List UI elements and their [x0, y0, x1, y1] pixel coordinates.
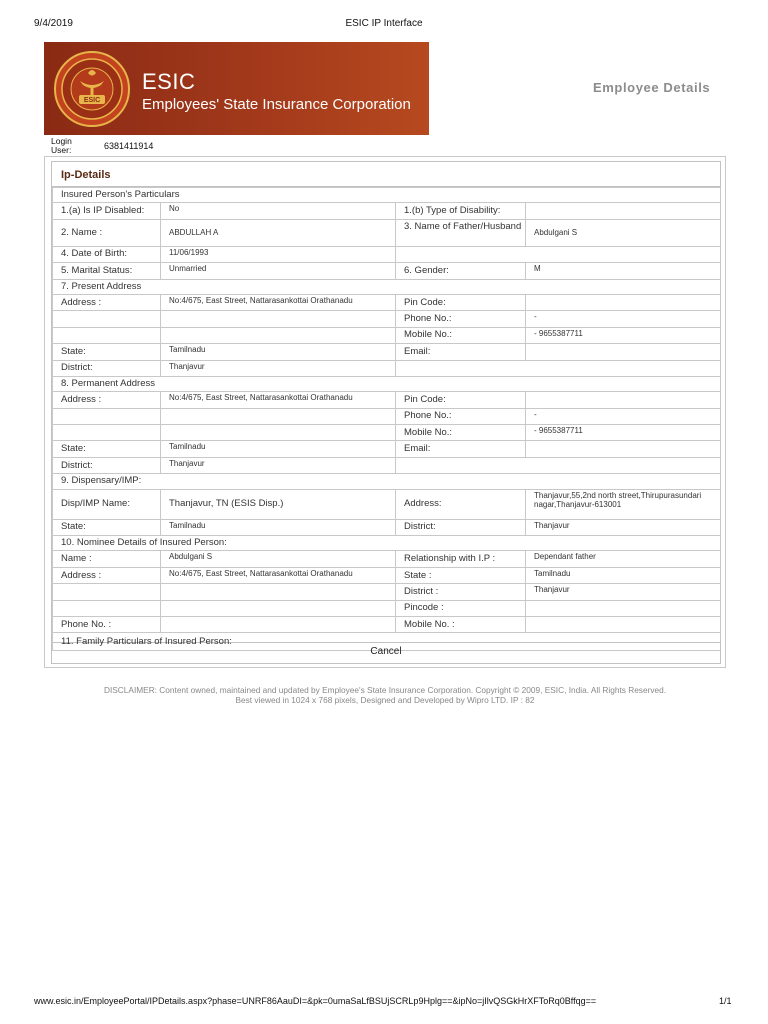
field-value: Tamilnadu [161, 441, 396, 457]
banner-abbr: ESIC [142, 69, 196, 94]
field-label: Email: [396, 441, 526, 457]
field-label: District: [396, 519, 526, 535]
field-label: Pin Code: [396, 294, 526, 310]
field-label: District : [396, 584, 526, 600]
table-row [53, 327, 721, 343]
field-value [161, 616, 396, 632]
ip-details-panel [44, 156, 726, 668]
table-row [53, 376, 721, 391]
table-row [53, 536, 721, 551]
field-label: Name : [53, 551, 161, 567]
field-label: Disp/IMP Name: [53, 489, 161, 519]
table-row [53, 567, 721, 583]
section-permanent-address: 8. Permanent Address [53, 376, 721, 391]
section-dispensary: 9. Dispensary/IMP: [53, 474, 721, 489]
field-label: Address : [53, 294, 161, 310]
field-label: 3. Name of Father/Husband [396, 219, 526, 246]
table-row [53, 489, 721, 519]
field-label: District: [53, 457, 161, 473]
field-label: State: [53, 519, 161, 535]
field-value: - 9655387711 [526, 327, 721, 343]
page-heading: Employee Details [593, 80, 711, 95]
field-value: - [526, 311, 721, 327]
field-value: Abdulgani S [161, 551, 396, 567]
login-label: Login User: [51, 136, 72, 155]
print-footer-page: 1/1 [719, 996, 732, 1006]
field-label: Phone No.: [396, 408, 526, 424]
field-label: Phone No.: [396, 311, 526, 327]
field-value: Thanjavur [161, 360, 396, 376]
cancel-bar [51, 641, 721, 664]
disclaimer-line-1: DISCLAIMER: Content owned, maintained and updated by Employee's State Insurance Corporation. Copyright © 2009, ESIC, India. All Rights Reserved. [103, 685, 667, 695]
print-footer-url: www.esic.in/EmployeePortal/IPDetails.aspx?phase=UNRF86AauDI=&pk=0umaSaLfBSUjSCRLp9Hplg==&ipNo=jIlvQSGkHrXFToRq0Bffqg== [34, 996, 597, 1006]
table-row [53, 263, 721, 279]
table-row [53, 279, 721, 294]
table-row [53, 616, 721, 632]
field-label: Mobile No.: [396, 327, 526, 343]
field-value: Tamilnadu [161, 344, 396, 360]
table-row [53, 392, 721, 408]
svg-text:ESIC: ESIC [83, 97, 101, 104]
table-row [53, 457, 721, 473]
field-label: State: [53, 441, 161, 457]
ip-details-table [52, 187, 721, 651]
field-label: State : [396, 567, 526, 583]
field-label: Phone No. : [53, 616, 161, 632]
field-label: Pincode : [396, 600, 526, 616]
table-row [53, 203, 721, 219]
field-label: Pin Code: [396, 392, 526, 408]
field-value [526, 392, 721, 408]
field-value: Thanjavur [526, 584, 721, 600]
field-value: Abdulgani S [526, 219, 721, 246]
table-row [53, 360, 721, 376]
disclaimer-line-2: Best viewed in 1024 x 768 pixels, Designed and Developed by Wipro LTD. IP : 82 [235, 695, 535, 705]
disclaimer [40, 685, 730, 705]
field-value: 11/06/1993 [161, 246, 396, 262]
field-value [526, 600, 721, 616]
table-row [53, 584, 721, 600]
field-value: No:4/675, East Street, Nattarasankottai Orathanadu [161, 392, 396, 408]
field-value: No [161, 203, 396, 219]
field-label: 4. Date of Birth: [53, 246, 161, 262]
field-value [526, 616, 721, 632]
field-value: Thanjavur [161, 457, 396, 473]
table-row [53, 294, 721, 310]
field-label: Address : [53, 392, 161, 408]
table-row [53, 246, 721, 262]
field-label: Email: [396, 344, 526, 360]
section-nominee: 10. Nominee Details of Insured Person: [53, 536, 721, 551]
section-present-address: 7. Present Address [53, 279, 721, 294]
cancel-button[interactable]: Cancel [370, 646, 402, 657]
ip-details-frame [51, 161, 721, 647]
table-row [53, 551, 721, 567]
field-value: No:4/675, East Street, Nattarasankottai Orathanadu [161, 567, 396, 583]
field-label: 2. Name : [53, 219, 161, 246]
print-date: 9/4/2019 [34, 18, 73, 29]
field-value: No:4/675, East Street, Nattarasankottai Orathanadu [161, 294, 396, 310]
table-row [53, 311, 721, 327]
field-label: 6. Gender: [396, 263, 526, 279]
section-family: 11. Family Particulars of Insured Person: [53, 633, 721, 651]
table-row [53, 441, 721, 457]
field-value [526, 441, 721, 457]
banner-full-name: Employees' State Insurance Corporation [142, 96, 411, 113]
field-label: 1.(b) Type of Disability: [396, 203, 526, 219]
field-label: Mobile No. : [396, 616, 526, 632]
field-label: Mobile No.: [396, 425, 526, 441]
print-header [0, 18, 768, 32]
field-value [526, 294, 721, 310]
section-insured: Insured Person's Particulars [53, 188, 721, 203]
field-label: State: [53, 344, 161, 360]
field-value: Dependant father [526, 551, 721, 567]
table-row [53, 519, 721, 535]
field-value [526, 203, 721, 219]
table-row [53, 600, 721, 616]
table-row [53, 344, 721, 360]
login-value: 6381411914 [104, 141, 154, 151]
field-label: District: [53, 360, 161, 376]
panel-title: Ip-Details [61, 169, 111, 181]
field-value: M [526, 263, 721, 279]
field-label: Relationship with I.P : [396, 551, 526, 567]
field-label: Address: [396, 489, 526, 519]
field-label: Address : [53, 567, 161, 583]
field-value: Tamilnadu [526, 567, 721, 583]
table-row [53, 408, 721, 424]
table-row [53, 425, 721, 441]
field-value: Thanjavur [526, 519, 721, 535]
field-label: 5. Marital Status: [53, 263, 161, 279]
field-value: - [526, 408, 721, 424]
field-value: - 9655387711 [526, 425, 721, 441]
field-value: Thanjavur,55,2nd north street,Thirupurasundari nagar,Thanjavur-613001 [526, 489, 721, 519]
field-value [526, 344, 721, 360]
esic-banner [44, 42, 429, 135]
field-value: Unmarried [161, 263, 396, 279]
table-row [53, 474, 721, 489]
field-label: 1.(a) Is IP Disabled: [53, 203, 161, 219]
table-row [53, 188, 721, 203]
esic-logo-icon [54, 51, 130, 127]
field-value: ABDULLAH A [161, 219, 396, 246]
field-value: Thanjavur, TN (ESIS Disp.) [161, 489, 396, 519]
field-value: Tamilnadu [161, 519, 396, 535]
table-row [53, 219, 721, 246]
print-title: ESIC IP Interface [345, 18, 423, 29]
